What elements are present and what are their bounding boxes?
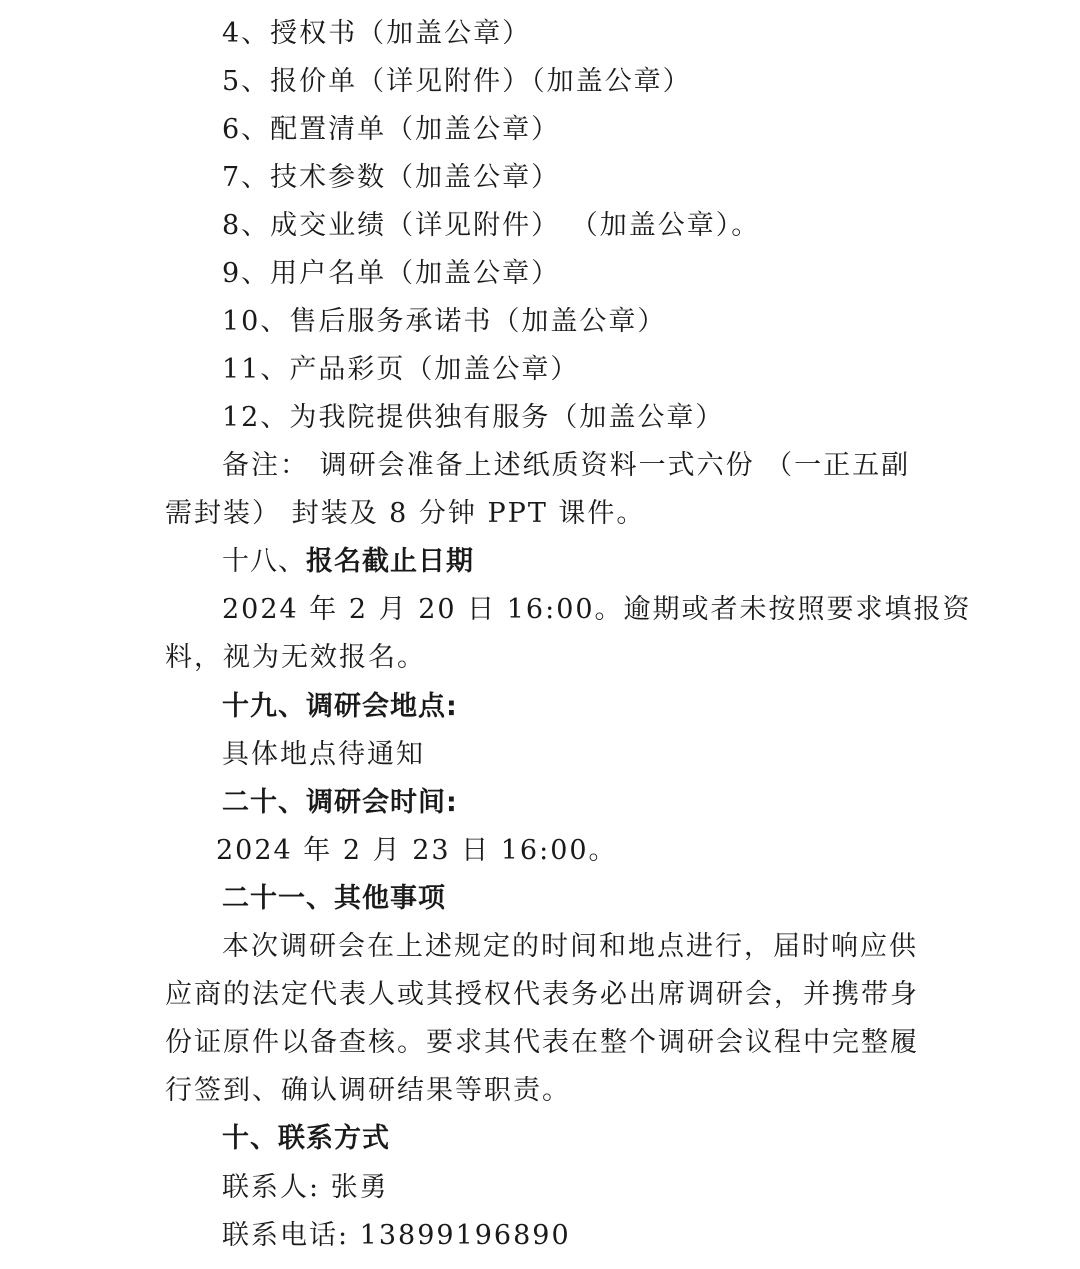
section-number: 十、	[222, 1123, 278, 1154]
section-heading	[222, 785, 458, 821]
contact-person: 联系人: 张勇	[222, 1172, 389, 1203]
paragraph-line: 2024 年 2 月 20 日 16:00。逾期或者未按照要求填报资	[222, 594, 972, 625]
section-number: 二十一、	[222, 883, 334, 914]
list-item: 6、配置清单（加盖公章）	[222, 114, 561, 145]
section-title: 联系方式	[278, 1123, 390, 1154]
list-item: 12、为我院提供独有服务（加盖公章）	[222, 402, 725, 433]
section-title: 报名截止日期	[306, 546, 474, 577]
list-item: 10、售后服务承诺书（加盖公章）	[222, 306, 667, 337]
section-heading	[222, 1121, 390, 1157]
section-number: 十九、	[222, 691, 306, 722]
list-item: 7、技术参数（加盖公章）	[222, 162, 561, 193]
section-number: 二十、	[222, 787, 306, 818]
section-heading	[222, 881, 446, 917]
paragraph-line: 本次调研会在上述规定的时间和地点进行，届时响应供	[222, 931, 918, 962]
section-heading	[222, 544, 474, 580]
section-title: 调研会地点:	[306, 691, 458, 722]
section-title: 其他事项	[334, 883, 446, 914]
paragraph-line: 2024 年 2 月 23 日 16:00。	[216, 835, 618, 866]
contact-phone: 联系电话: 13899196890	[222, 1220, 571, 1251]
section-title: 调研会时间:	[306, 787, 458, 818]
paragraph-line: 料，视为无效报名。	[165, 642, 426, 673]
list-item: 8、成交业绩（详见附件） （加盖公章）。	[222, 210, 761, 241]
note-line: 需封装） 封装及 8 分钟 PPT 课件。	[165, 498, 646, 529]
list-item: 4、授权书（加盖公章）	[222, 18, 532, 49]
list-item: 5、报价单（详见附件）（加盖公章）	[222, 66, 692, 97]
section-number: 十八、	[222, 546, 306, 577]
list-item: 9、用户名单（加盖公章）	[222, 258, 561, 289]
paragraph-line: 份证原件以备查核。要求其代表在整个调研会议程中完整履	[165, 1027, 919, 1058]
paragraph-line: 应商的法定代表人或其授权代表务必出席调研会，并携带身	[165, 979, 919, 1010]
list-item: 11、产品彩页（加盖公章）	[222, 354, 580, 385]
section-heading	[222, 689, 458, 725]
note-line: 备注： 调研会准备上述纸质资料一式六份 （一正五副	[222, 450, 911, 481]
paragraph-line: 具体地点待通知	[222, 739, 425, 770]
paragraph-line: 行签到、确认调研结果等职责。	[165, 1075, 571, 1106]
